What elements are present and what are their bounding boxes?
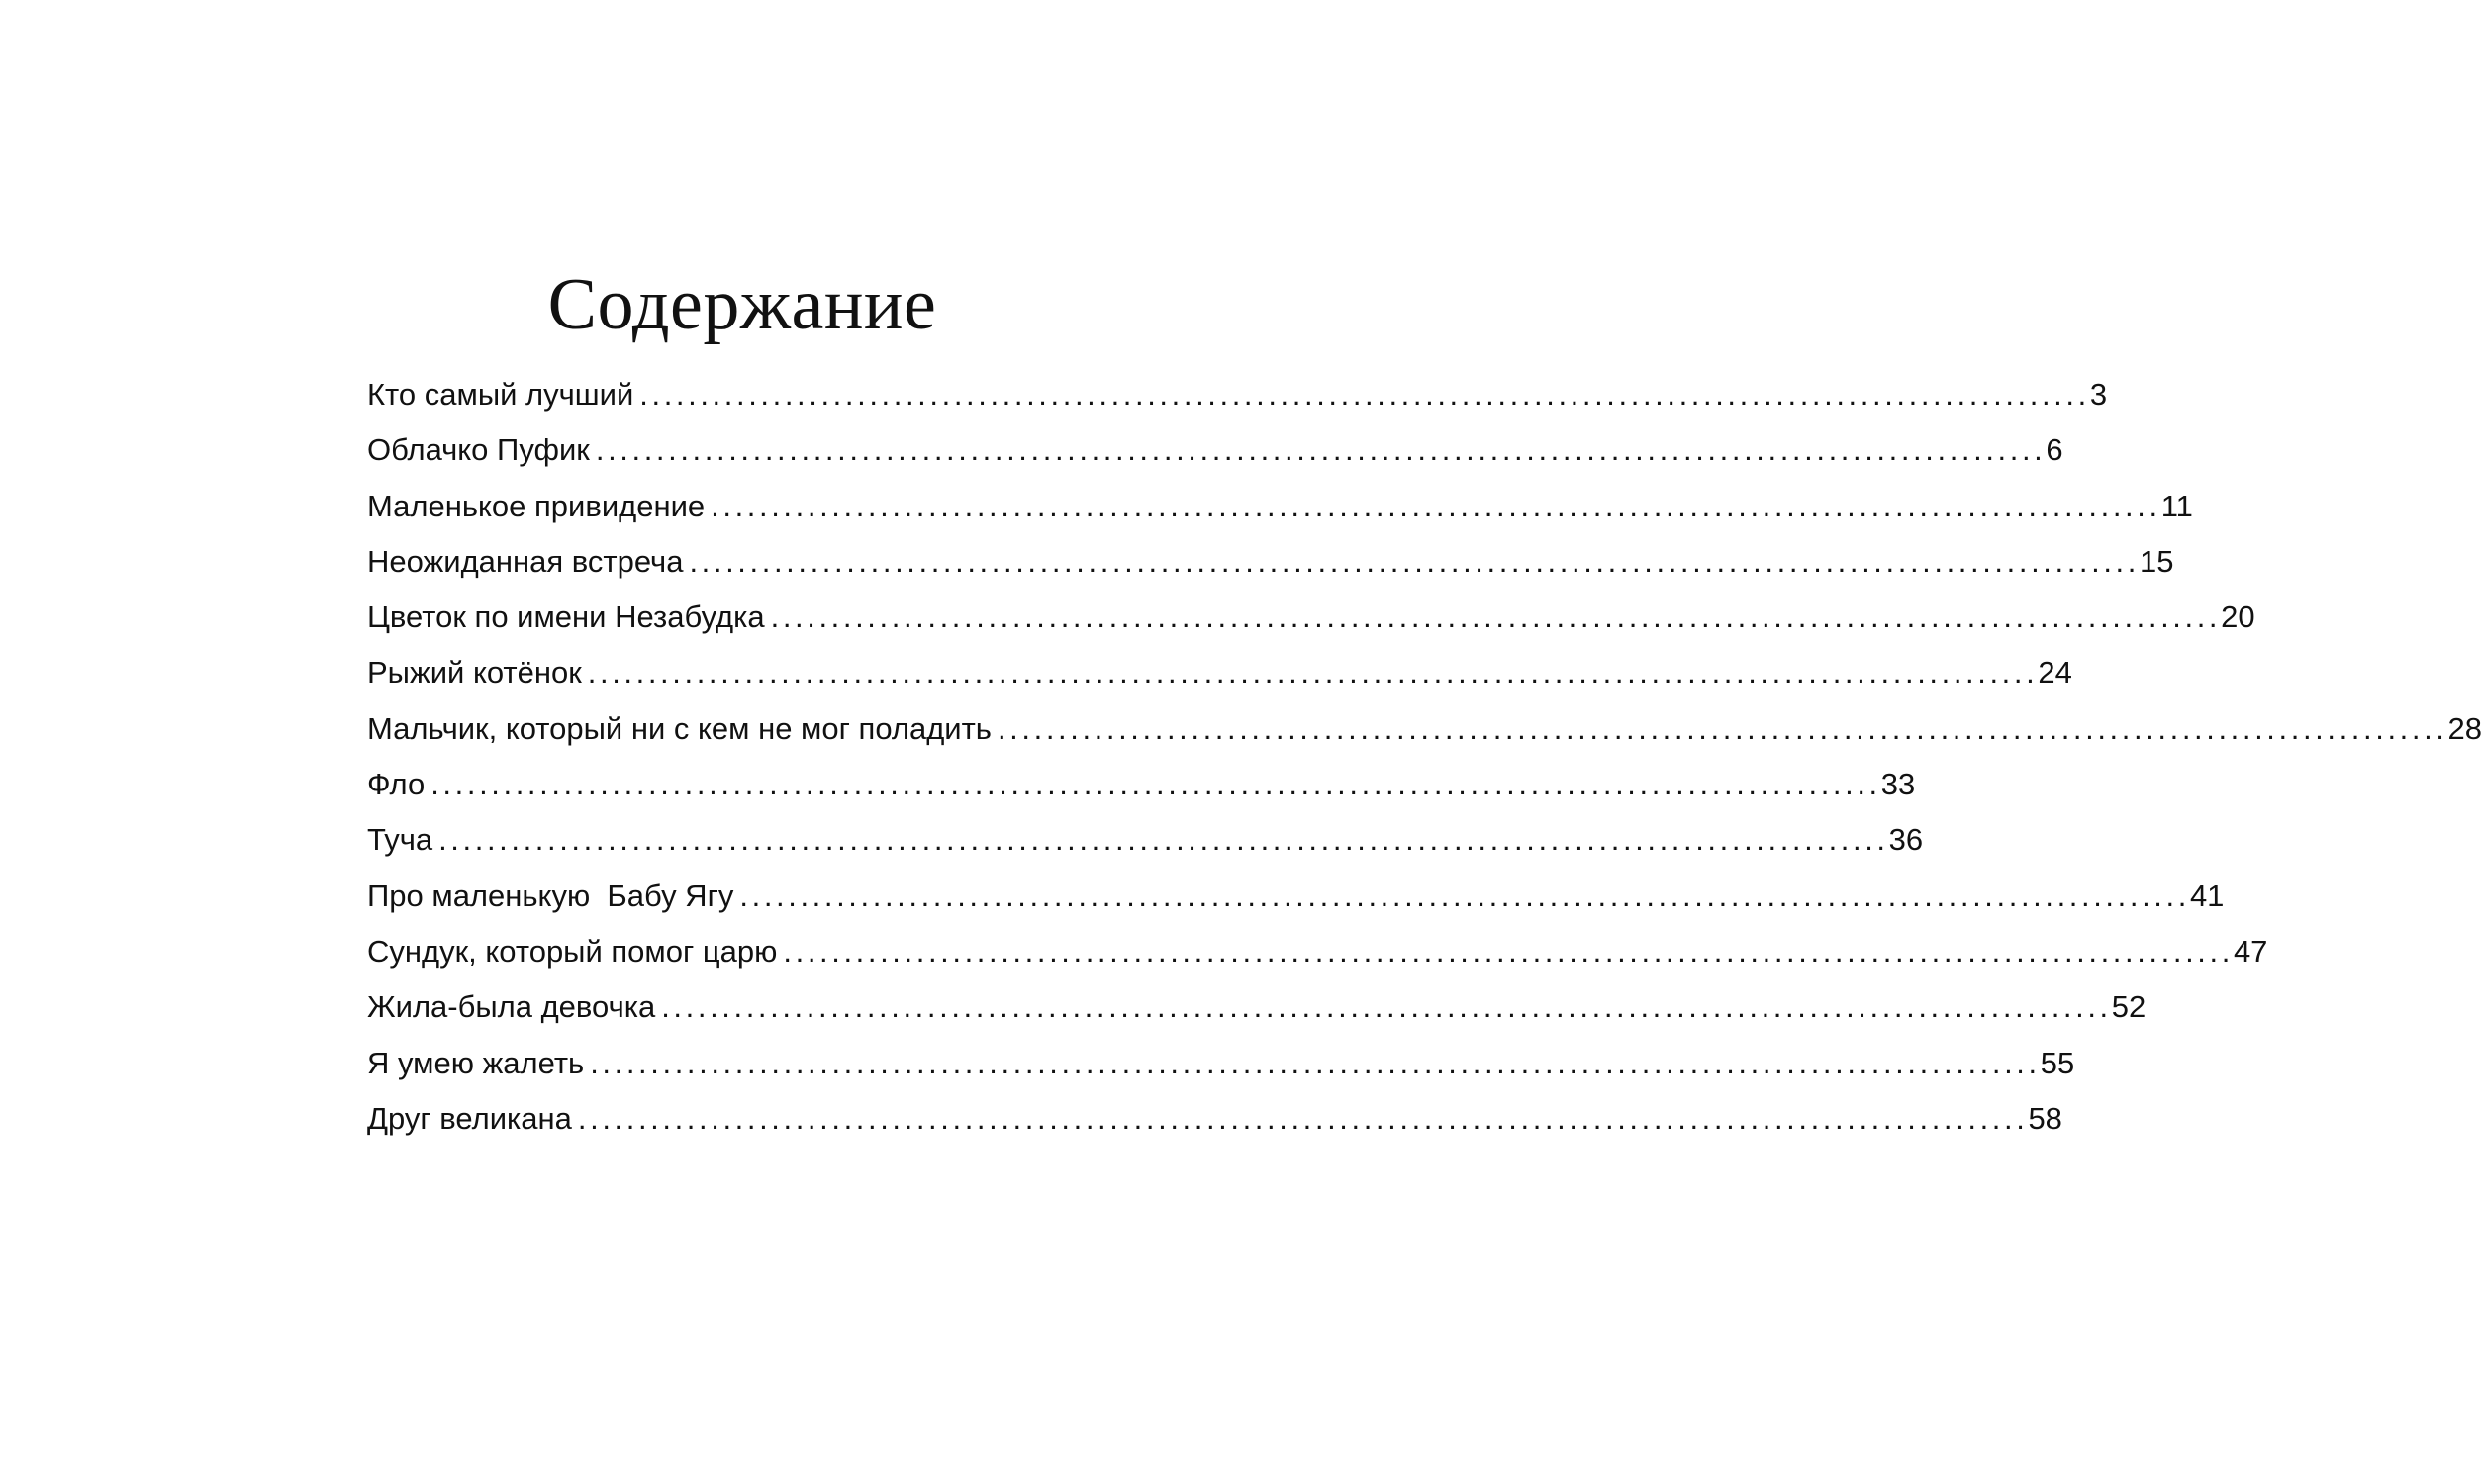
toc-entry-title: Облачко Пуфик bbox=[367, 432, 590, 468]
dot-leader: ........................................................................................................................ bbox=[587, 655, 2039, 691]
toc-entry bbox=[367, 534, 2174, 590]
dot-leader: ........................................................................................................................ bbox=[430, 767, 1881, 802]
toc-entry bbox=[367, 757, 1916, 812]
toc-entry-page: 15 bbox=[2140, 543, 2174, 579]
toc-entry-page: 20 bbox=[2221, 600, 2255, 635]
toc-entry bbox=[367, 701, 2482, 757]
toc-entry bbox=[367, 869, 2225, 924]
toc-entry-title: Жила-была девочка bbox=[367, 989, 656, 1025]
toc-entry-title: Маленькое привидение bbox=[367, 488, 706, 523]
toc-entry bbox=[367, 924, 2268, 979]
dot-leader: ........................................................................................................................ bbox=[711, 488, 2161, 523]
toc-entry-page: 24 bbox=[2038, 655, 2072, 691]
page-title: Содержание bbox=[547, 264, 937, 345]
table-of-contents bbox=[367, 367, 2482, 1147]
toc-entry-page: 6 bbox=[2046, 432, 2063, 468]
toc-entry-title: Цветок по имени Незабудка bbox=[367, 600, 765, 635]
toc-entry-page: 58 bbox=[2028, 1100, 2062, 1136]
toc-entry bbox=[367, 645, 2072, 700]
toc-entry-page: 55 bbox=[2040, 1045, 2075, 1080]
toc-entry bbox=[367, 979, 2147, 1035]
toc-entry-title: Друг великана bbox=[367, 1100, 572, 1136]
toc-entry bbox=[367, 1036, 2075, 1091]
toc-entry bbox=[367, 479, 2193, 534]
toc-entry-page: 36 bbox=[1888, 822, 1924, 858]
toc-entry-title: Фло bbox=[367, 767, 426, 802]
dot-leader: ........................................................................................................................ bbox=[639, 377, 2090, 412]
toc-entry bbox=[367, 422, 2063, 478]
toc-entry bbox=[367, 590, 2255, 645]
dot-leader: ........................................................................................................................ bbox=[739, 878, 2190, 913]
toc-entry-title: Сундук, который помог царю bbox=[367, 933, 778, 969]
dot-leader: ........................................................................................................................ bbox=[595, 432, 2047, 468]
toc-entry-page: 41 bbox=[2189, 878, 2225, 913]
toc-entry-title: Кто самый лучший bbox=[367, 377, 634, 412]
toc-entry-title: Про маленькую Бабу Ягу bbox=[367, 878, 734, 913]
dot-leader: ........................................................................................................................ bbox=[438, 822, 1889, 858]
toc-entry-page: 33 bbox=[1880, 767, 1916, 802]
toc-entry-page: 11 bbox=[2160, 488, 2193, 523]
toc-entry-page: 3 bbox=[2089, 377, 2108, 412]
toc-entry-title: Неожиданная встреча bbox=[367, 543, 684, 579]
dot-leader: ........................................................................................................................ bbox=[590, 1045, 2041, 1080]
toc-entry-title: Рыжий котёнок bbox=[367, 655, 582, 691]
toc-entry-page: 52 bbox=[2111, 989, 2147, 1025]
dot-leader: ........................................................................................................................ bbox=[689, 543, 2140, 579]
dot-leader: ........................................................................................................................ bbox=[577, 1100, 2029, 1136]
toc-entry-page: 28 bbox=[2447, 710, 2482, 746]
toc-entry-title: Я умею жалеть bbox=[367, 1045, 585, 1080]
dot-leader: ........................................................................................................................ bbox=[783, 933, 2234, 969]
dot-leader: ........................................................................................................................ bbox=[770, 600, 2222, 635]
dot-leader: ........................................................................................................................ bbox=[661, 989, 2112, 1025]
dot-leader: ........................................................................................................................ bbox=[997, 710, 2448, 746]
toc-entry-title: Мальчик, который ни с кем не мог поладить bbox=[367, 710, 992, 746]
toc-entry-title: Туча bbox=[367, 822, 433, 858]
toc-entry bbox=[367, 367, 2108, 422]
toc-entry bbox=[367, 1091, 2062, 1147]
toc-entry-page: 47 bbox=[2233, 933, 2268, 969]
toc-entry bbox=[367, 812, 1924, 868]
